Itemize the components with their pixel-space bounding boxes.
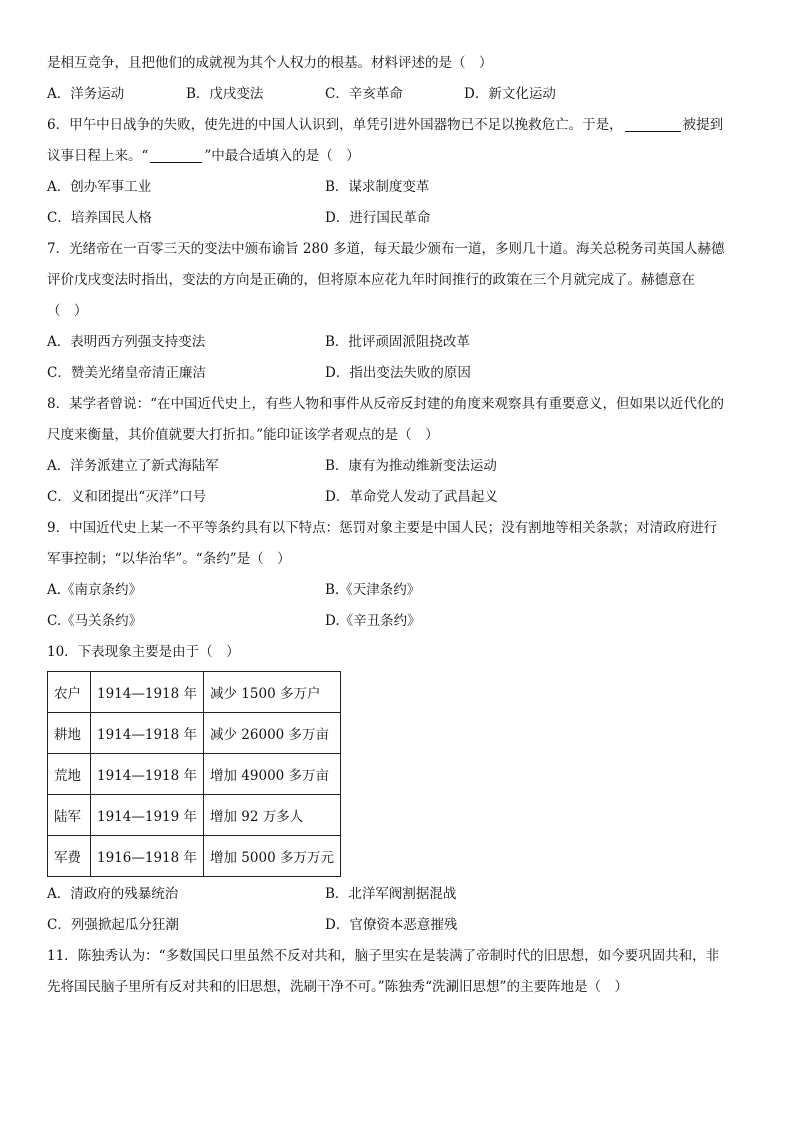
table-cell-change: 减少 1500 多万户 xyxy=(204,672,341,713)
q9-stem-line2: 军事控制；“以华治华”。“条约”是（ ） xyxy=(47,551,291,567)
q8-option-d[interactable]: D．革命党人发动了武昌起义 xyxy=(325,489,498,505)
table-cell-period: 1914—1919 年 xyxy=(91,795,204,836)
q6-option-d[interactable]: D．进行国民革命 xyxy=(325,210,431,226)
q9-option-b[interactable]: B.《天津条约》 xyxy=(325,582,421,598)
q9-stem-line1: 9．中国近代史上某一不平等条约具有以下特点：惩罚对象主要是中国人民；没有割地等相关条款；对清政府进行 xyxy=(47,520,718,536)
q6-stem-line2 xyxy=(47,141,759,172)
q10-option-a[interactable]: A．清政府的残暴统治 xyxy=(47,886,179,902)
table-cell-item: 陆军 xyxy=(48,795,91,836)
table-cell-change: 增加 5000 多万万元 xyxy=(204,836,341,877)
table-row xyxy=(48,754,341,795)
q8-option-c[interactable]: C．义和团提出“灭洋”口号 xyxy=(47,489,207,505)
table-cell-item: 耕地 xyxy=(48,713,91,754)
q8-option-b[interactable]: B．康有为推动维新变法运动 xyxy=(325,458,497,474)
q9-option-c[interactable]: C.《马关条约》 xyxy=(47,613,143,629)
q6-blank-2 xyxy=(150,148,202,163)
table-cell-period: 1914—1918 年 xyxy=(91,672,204,713)
q8-options-row1 xyxy=(47,451,759,482)
table-cell-change: 增加 49000 多万亩 xyxy=(204,754,341,795)
q6-blank-1 xyxy=(625,117,681,132)
q6-options-row1 xyxy=(47,172,759,203)
table-cell-change: 减少 26000 多万亩 xyxy=(204,713,341,754)
q10-option-b[interactable]: B．北洋军阀割据混战 xyxy=(325,886,457,902)
q10-option-d[interactable]: D．官僚资本恶意摧残 xyxy=(325,917,458,933)
q7-stem-line2: 评价戊戌变法时指出，变法的方向是正确的，但将原本应花九年时间推行的政策在三个月就完成了。赫德意在 xyxy=(47,272,695,288)
q9-option-a[interactable]: A.《南京条约》 xyxy=(47,582,143,598)
q9-option-d[interactable]: D.《辛丑条约》 xyxy=(325,613,421,629)
exam-page xyxy=(47,48,759,1003)
table-cell-period: 1916—1918 年 xyxy=(91,836,204,877)
q5-option-b[interactable]: B．戊戌变法 xyxy=(186,86,264,102)
q7-option-a[interactable]: A．表明西方列强支持变法 xyxy=(47,334,206,350)
q5-option-c[interactable]: C．辛亥革命 xyxy=(325,86,403,102)
q11-stem-line2: 先将国民脑子里所有反对共和的旧思想，洗刷干净不可。”陈独秀“洗涮旧思想”的主要阵地是（ ） xyxy=(47,979,628,995)
q5-option-d[interactable]: D．新文化运动 xyxy=(464,86,556,102)
q10-option-c[interactable]: C．列强掀起瓜分狂潮 xyxy=(47,917,179,933)
q6-text-b: 被提到 xyxy=(682,117,724,133)
q6-option-a[interactable]: A．创办军事工业 xyxy=(47,179,152,195)
table-cell-item: 荒地 xyxy=(48,754,91,795)
q7-stem-line3: （ ） xyxy=(47,303,88,319)
q6-option-b[interactable]: B．谋求制度变革 xyxy=(325,179,430,195)
table-row xyxy=(48,713,341,754)
q8-stem-line1: 8．某学者曾说：“在中国近代史上，有些人物和事件从反帝反封建的角度来观察具有重要意义，但如果以近代化的 xyxy=(47,396,724,412)
table-cell-item: 农户 xyxy=(48,672,91,713)
q6-text-c: 议事日程上来。“ xyxy=(47,148,149,164)
q6-text-d: ”中最合适填入的是（ ） xyxy=(204,148,360,164)
q5-options xyxy=(47,79,759,110)
q9-options-row1 xyxy=(47,575,759,606)
q6-text-a: 6．甲午中日战争的失败，使先进的中国人认识到，单凭引进外国器物已不足以挽救危亡。于是， xyxy=(47,117,623,133)
q7-stem-line1: 7．光绪帝在一百零三天的变法中颁布谕旨 280 多道，每天最少颁布一道，多则几十道。海关总税务司英国人赫德 xyxy=(47,241,725,257)
q7-options-row1 xyxy=(47,327,759,358)
q11-stem-line1: 11．陈独秀认为：“多数国民口里虽然不反对共和，脑子里实在是装满了帝制时代的旧思想，如今要巩固共和，非 xyxy=(47,948,720,964)
table-cell-item: 军费 xyxy=(48,836,91,877)
q8-stem-line2: 尺度来衡量，其价值就要大打折扣。”能印证该学者观点的是（ ） xyxy=(47,427,439,443)
q7-option-b[interactable]: B．批评顽固派阻挠改革 xyxy=(325,334,470,350)
q9-options-row2 xyxy=(47,606,759,637)
q7-option-d[interactable]: D．指出变法失败的原因 xyxy=(325,365,471,381)
q7-option-c[interactable]: C．赞美光绪皇帝清正廉洁 xyxy=(47,365,206,381)
q8-option-a[interactable]: A．洋务派建立了新式海陆军 xyxy=(47,458,219,474)
table-cell-change: 增加 92 万多人 xyxy=(204,795,341,836)
q5-option-a[interactable]: A．洋务运动 xyxy=(47,86,125,102)
table-row xyxy=(48,836,341,877)
q10-options-row2 xyxy=(47,910,759,941)
q6-stem-line1 xyxy=(47,110,759,141)
q5-stem-tail: 是相互竞争，且把他们的成就视为其个人权力的根基。材料评述的是（ ） xyxy=(47,55,493,71)
q10-options-row1 xyxy=(47,879,759,910)
table-row xyxy=(48,795,341,836)
table-cell-period: 1914—1918 年 xyxy=(91,754,204,795)
q8-options-row2 xyxy=(47,482,759,513)
q10-data-table xyxy=(47,671,341,877)
q6-option-c[interactable]: C．培养国民人格 xyxy=(47,210,152,226)
q7-options-row2 xyxy=(47,358,759,389)
q10-stem: 10．下表现象主要是由于（ ） xyxy=(47,644,240,660)
table-cell-period: 1914—1918 年 xyxy=(91,713,204,754)
q6-options-row2 xyxy=(47,203,759,234)
table-row xyxy=(48,672,341,713)
